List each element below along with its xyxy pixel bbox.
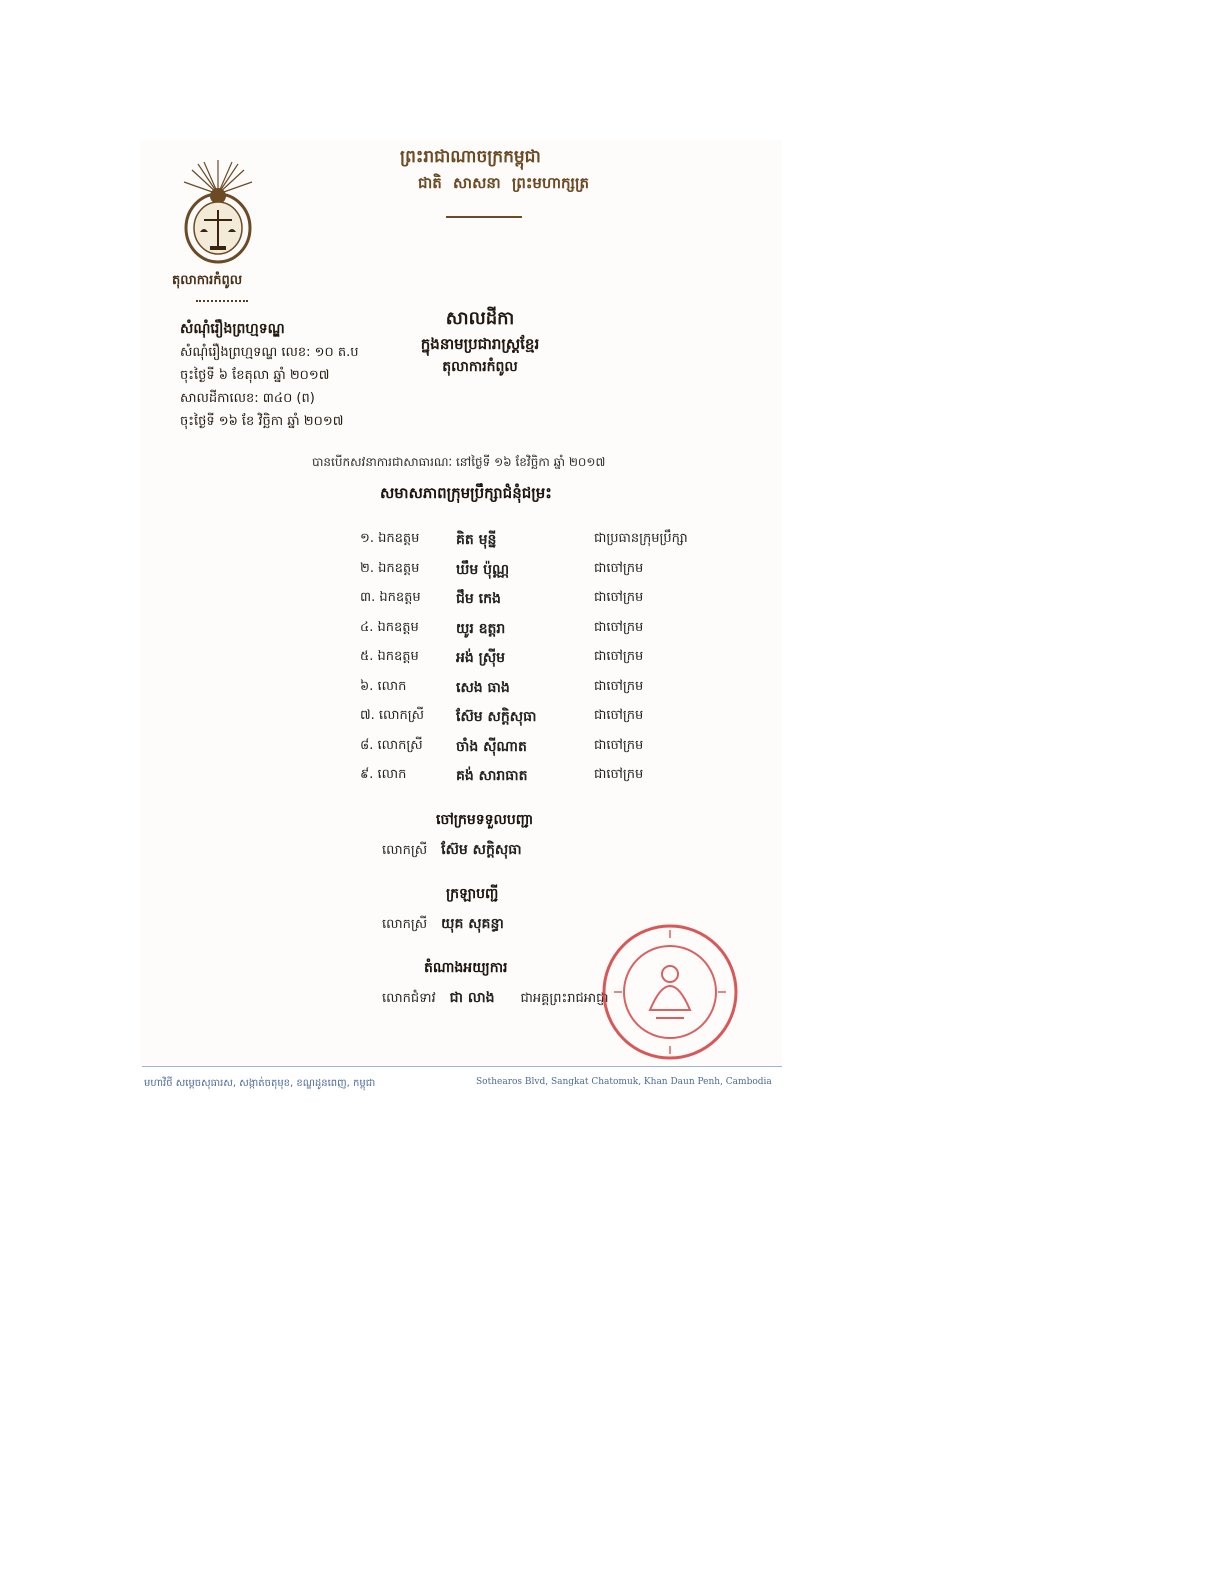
member-title: ៩. លោក [360, 767, 407, 782]
member-title: ៦. លោក [360, 679, 407, 694]
verdict-title: សាលដីកា [445, 308, 515, 329]
member-name: អង់ ស្រ៊ីម [456, 650, 506, 666]
member-title: ២. ឯកឧត្តម [360, 561, 420, 576]
member-name: សេង ធាង [456, 680, 510, 696]
court-seal-stamp-icon [600, 922, 740, 1062]
clerk-title: លោកស្រី [382, 917, 428, 932]
reporting-judge-line [382, 840, 522, 861]
case-file-number: សំណុំរឿងព្រហ្មទណ្ឌ លេខ: ១០ ត.ប [180, 345, 359, 360]
member-name: យូរ ឧត្តរា [456, 621, 506, 637]
reporting-judge-heading: ចៅក្រមទទួលបញ្ជា [436, 812, 534, 828]
member-row [360, 530, 720, 552]
clerk-name: យុគ សុគន្ធា [441, 916, 504, 932]
footer-divider [142, 1066, 782, 1067]
prosecution-role: ជាអគ្គព្រះរាជអាជ្ញា [520, 991, 609, 1006]
member-name: ជឹម កេង [456, 591, 501, 607]
member-name: គង់ សារាធាត [456, 768, 528, 784]
clerk-heading: ក្រឡាបញ្ជី [446, 886, 499, 902]
member-title: ៨. លោកស្រី [360, 738, 423, 753]
member-row [360, 619, 720, 641]
header-divider [446, 216, 522, 218]
member-row [360, 648, 720, 670]
case-date: ចុះថ្ងៃទី ៦ ខែតុលា ឆ្នាំ ២០១៧ [180, 368, 330, 383]
verdict-subtitle: ក្នុងនាមប្រជារាស្ត្រខ្មែរ [420, 335, 540, 353]
member-role: ជាចៅក្រម [594, 561, 644, 576]
prosecution-name: ជា លាង [449, 990, 495, 1006]
member-role: ជាចៅក្រម [594, 738, 644, 753]
verdict-title-block [380, 306, 580, 378]
prosecution-line [382, 988, 609, 1009]
member-title: ៧. លោកស្រី [360, 708, 425, 723]
court-name-left: តុលាការកំពូល [172, 273, 243, 288]
member-title: ៣. ឯកឧត្តម [360, 590, 421, 605]
member-title: ៤. ឯកឧត្តម [360, 620, 419, 635]
panel-title: សមាសភាពក្រុមប្រឹក្សាជំនុំជម្រះ [380, 484, 552, 502]
member-row [360, 707, 720, 729]
member-role: ជាចៅក្រម [594, 708, 644, 723]
reporting-judge-title: លោកស្រី [382, 843, 428, 858]
member-name: ស៊ែម សក្តិសុធា [456, 709, 537, 725]
hearing-statement: បានបើកសវនាការជាសាធារណៈ នៅថ្ងៃទី ១៦ ខែវិច្ឆិកា ឆ្នាំ ២០១៧ [312, 455, 606, 469]
member-title: ១. ឯកឧត្តម [360, 531, 420, 546]
member-role: ជាចៅក្រម [594, 767, 644, 782]
case-type: សំណុំរឿងព្រហ្មទណ្ឌ [180, 321, 285, 337]
reporting-judge-name: ស៊ែម សក្តិសុធា [441, 842, 522, 858]
verdict-number: សាលដីកាលេខ: ៣៤០ (ព) [180, 391, 315, 406]
left-divider [196, 300, 248, 302]
footer-address-english: Sothearos Blvd, Sangkat Chatomuk, Khan Daun Penh, Cambodia [476, 1077, 772, 1087]
verdict-date: ចុះថ្ងៃទី ១៦ ខែ វិច្ឆិកា ឆ្នាំ ២០១៧ [180, 414, 344, 429]
member-row [360, 589, 720, 611]
member-title: ៥. ឯកឧត្តម [360, 649, 419, 664]
member-name: ចាំង ស៊ីណាត [456, 739, 527, 755]
clerk-line [382, 914, 504, 935]
member-name: គិត មុន្នី [456, 532, 497, 548]
member-role: ជាចៅក្រម [594, 679, 644, 694]
national-motto: ជាតិ សាសនា ព្រះមហាក្សត្រ [418, 174, 589, 192]
member-row [360, 737, 720, 759]
verdict-court: តុលាការកំពូល [442, 359, 518, 375]
member-row [360, 560, 720, 582]
member-role: ជាចៅក្រម [594, 649, 644, 664]
member-row [360, 678, 720, 700]
member-role: ជាចៅក្រម [594, 620, 644, 635]
prosecution-heading: តំណាងអយ្យការ [424, 960, 508, 976]
footer-address-khmer: មហាវិថី សម្តេចសុធារស, សង្កាត់ចតុមុខ, ខណ្ឌដូនពេញ, កម្ពុជា [144, 1078, 376, 1089]
case-info-block [180, 318, 358, 433]
court-emblem-icon [178, 156, 258, 268]
kingdom-title: ព្រះរាជាណាចក្រកម្ពុជា [400, 147, 541, 167]
member-role: ជាប្រធានក្រុមប្រឹក្សា [594, 531, 688, 546]
member-row [360, 766, 720, 788]
member-role: ជាចៅក្រម [594, 590, 644, 605]
prosecution-title: លោកជំទាវ [382, 991, 436, 1006]
member-name: ឃឹម ប៉ុណ្ណ [456, 562, 510, 578]
